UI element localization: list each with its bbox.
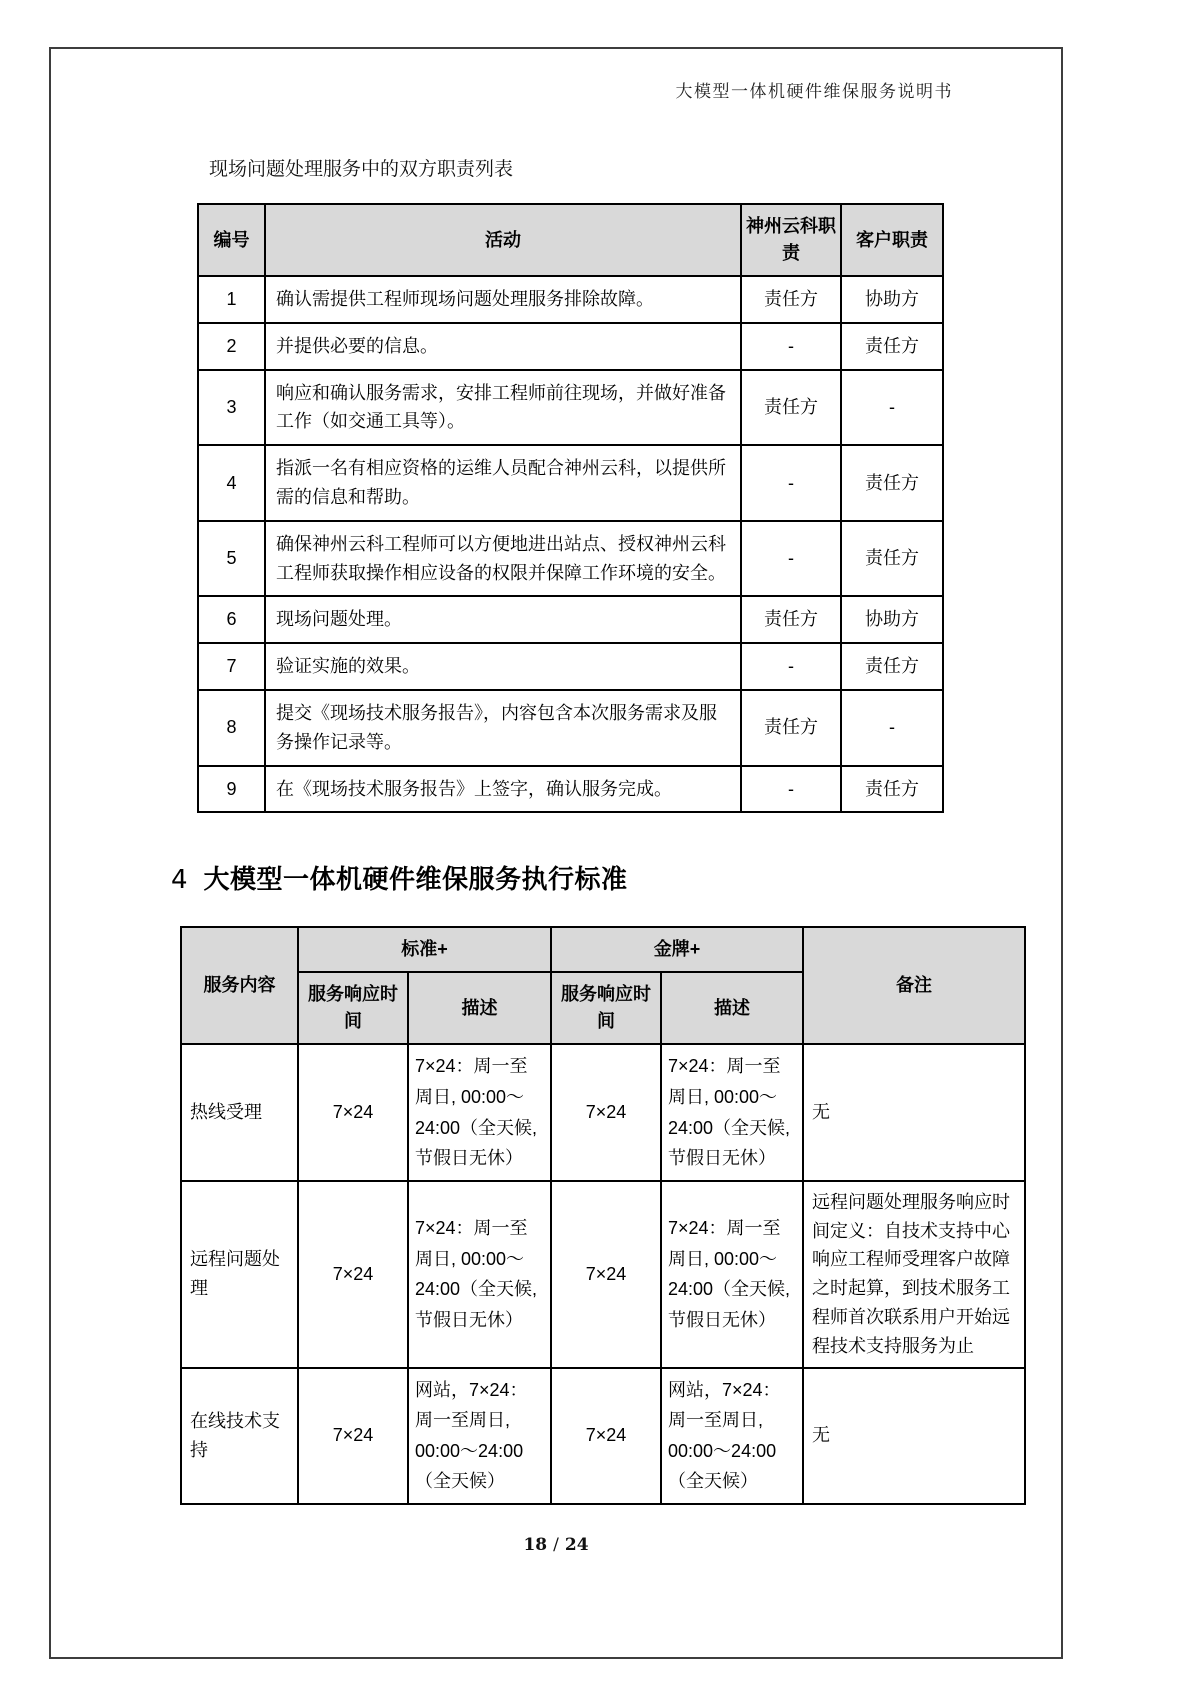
cell-vendor: 责任方 xyxy=(741,690,841,766)
cell-vendor: - xyxy=(741,643,841,690)
cell-customer: - xyxy=(841,370,943,446)
cell-no: 2 xyxy=(198,323,265,370)
cell-service: 在线技术支持 xyxy=(181,1368,298,1504)
cell-customer: 责任方 xyxy=(841,323,943,370)
cell-customer: 责任方 xyxy=(841,643,943,690)
col-header-std-description: 描述 xyxy=(408,972,551,1044)
cell-vendor: - xyxy=(741,521,841,597)
cell-customer: 责任方 xyxy=(841,766,943,813)
cell-no: 3 xyxy=(198,370,265,446)
col-header-activity: 活动 xyxy=(265,204,741,276)
page-frame xyxy=(49,47,1063,1659)
cell-no: 1 xyxy=(198,276,265,323)
page-number-total: 24 xyxy=(564,1534,589,1555)
cell-vendor: 责任方 xyxy=(741,276,841,323)
table-row xyxy=(181,1181,1025,1368)
cell-customer: 责任方 xyxy=(841,445,943,521)
col-header-standard-plus: 标准+ xyxy=(298,927,551,972)
cell-gold-desc: 7×24：周一至周日, 00:00～24:00（全天候, 节假日无休） xyxy=(661,1044,803,1180)
cell-std-time: 7×24 xyxy=(298,1181,408,1368)
col-header-gold-response-time: 服务响应时间 xyxy=(551,972,661,1044)
cell-customer: - xyxy=(841,690,943,766)
service-standards-table xyxy=(180,926,1026,1505)
document-header-title: 大模型一体机硬件维保服务说明书 xyxy=(675,82,953,102)
cell-vendor: - xyxy=(741,323,841,370)
cell-std-desc: 7×24：周一至周日, 00:00～24:00（全天候, 节假日无休） xyxy=(408,1181,551,1368)
table-row xyxy=(198,276,943,323)
table-row xyxy=(198,445,943,521)
col-header-no: 编号 xyxy=(198,204,265,276)
page-number-separator: / xyxy=(553,1534,559,1555)
cell-vendor: 责任方 xyxy=(741,370,841,446)
cell-std-time: 7×24 xyxy=(298,1368,408,1504)
cell-gold-desc: 7×24：周一至周日, 00:00～24:00（全天候, 节假日无休） xyxy=(661,1181,803,1368)
cell-activity: 响应和确认服务需求，安排工程师前往现场，并做好准备工作（如交通工具等）。 xyxy=(265,370,741,446)
cell-gold-time: 7×24 xyxy=(551,1181,661,1368)
cell-customer: 责任方 xyxy=(841,521,943,597)
cell-customer: 协助方 xyxy=(841,276,943,323)
cell-activity: 现场问题处理。 xyxy=(265,596,741,643)
responsibilities-table xyxy=(197,203,944,813)
cell-std-desc: 7×24：周一至周日, 00:00～24:00（全天候, 节假日无休） xyxy=(408,1044,551,1180)
cell-activity: 验证实施的效果。 xyxy=(265,643,741,690)
cell-std-time: 7×24 xyxy=(298,1044,408,1180)
page-number-current: 18 xyxy=(523,1534,548,1555)
section-title: 大模型一体机硬件维保服务执行标准 xyxy=(203,864,628,895)
cell-no: 5 xyxy=(198,521,265,597)
cell-activity: 在《现场技术服务报告》上签字，确认服务完成。 xyxy=(265,766,741,813)
col-header-gold-plus: 金牌+ xyxy=(551,927,803,972)
table-header-row xyxy=(198,204,943,276)
table-row xyxy=(198,323,943,370)
section-heading xyxy=(171,859,1061,896)
table-row xyxy=(198,521,943,597)
cell-vendor: - xyxy=(741,766,841,813)
cell-no: 7 xyxy=(198,643,265,690)
table-row xyxy=(198,596,943,643)
col-header-remark: 备注 xyxy=(803,927,1025,1044)
cell-service: 远程问题处理 xyxy=(181,1181,298,1368)
cell-activity: 确保神州云科工程师可以方便地进出站点、授权神州云科工程师获取操作相应设备的权限并保障工作环境的安全。 xyxy=(265,521,741,597)
col-header-service-content: 服务内容 xyxy=(181,927,298,1044)
cell-no: 8 xyxy=(198,690,265,766)
cell-activity: 并提供必要的信息。 xyxy=(265,323,741,370)
table-row xyxy=(198,690,943,766)
cell-remark: 无 xyxy=(803,1044,1025,1180)
cell-gold-time: 7×24 xyxy=(551,1368,661,1504)
table-row xyxy=(198,766,943,813)
cell-service: 热线受理 xyxy=(181,1044,298,1180)
cell-remark: 无 xyxy=(803,1368,1025,1504)
table-row xyxy=(198,643,943,690)
page-footer xyxy=(51,1535,1061,1555)
col-header-vendor: 神州云科职责 xyxy=(741,204,841,276)
cell-gold-time: 7×24 xyxy=(551,1044,661,1180)
section-number: 4 xyxy=(171,865,188,896)
cell-activity: 确认需提供工程师现场问题处理服务排除故障。 xyxy=(265,276,741,323)
table-header-row xyxy=(181,927,1025,972)
cell-no: 4 xyxy=(198,445,265,521)
col-header-customer: 客户职责 xyxy=(841,204,943,276)
cell-gold-desc: 网站，7×24：周一至周日, 00:00～24:00（全天候） xyxy=(661,1368,803,1504)
table-row xyxy=(198,370,943,446)
table-row xyxy=(181,1368,1025,1504)
cell-vendor: 责任方 xyxy=(741,596,841,643)
cell-customer: 协助方 xyxy=(841,596,943,643)
cell-activity: 提交《现场技术服务报告》，内容包含本次服务需求及服务操作记录等。 xyxy=(265,690,741,766)
cell-vendor: - xyxy=(741,445,841,521)
col-header-std-response-time: 服务响应时间 xyxy=(298,972,408,1044)
cell-no: 9 xyxy=(198,766,265,813)
cell-activity: 指派一名有相应资格的运维人员配合神州云科，以提供所需的信息和帮助。 xyxy=(265,445,741,521)
table1-caption: 现场问题处理服务中的双方职责列表 xyxy=(209,159,514,180)
cell-std-desc: 网站，7×24：周一至周日, 00:00～24:00（全天候） xyxy=(408,1368,551,1504)
cell-no: 6 xyxy=(198,596,265,643)
cell-remark: 远程问题处理服务响应时间定义：自技术支持中心响应工程师受理客户故障之时起算，到技术服务工程师首次联系用户开始远程技术支持服务为止 xyxy=(803,1181,1025,1368)
table-row xyxy=(181,1044,1025,1180)
col-header-gold-description: 描述 xyxy=(661,972,803,1044)
